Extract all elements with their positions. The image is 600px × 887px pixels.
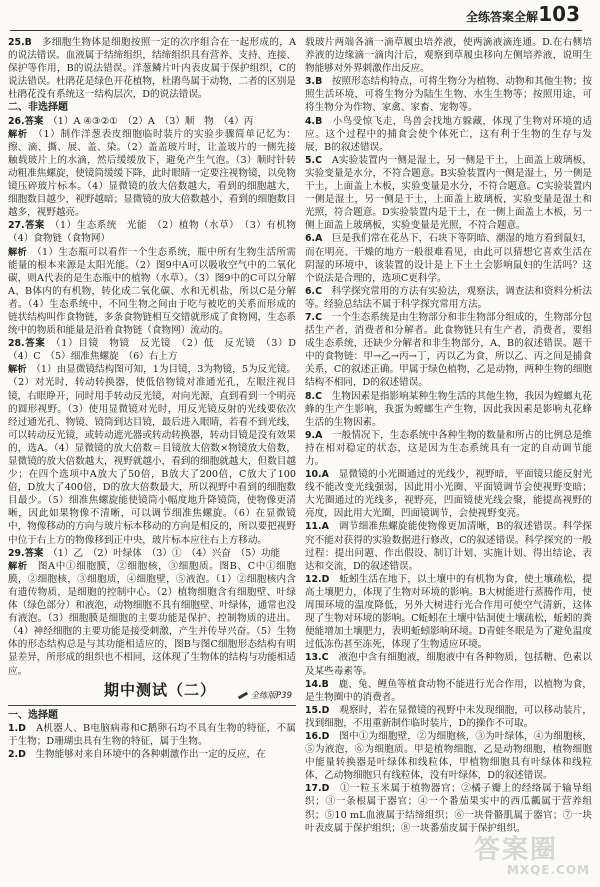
item-text: 显微镜的小光圈通过的光线少，视野暗，平面镜只能反射光线不能改变光线强弱，因此用小光圈、平面镜调节会使视野变暗；大光圈通过的光线多，视野亮，凹面镜使光线会聚，能提高视野的亮度，因此用大光圈，凹面镜调节，会使视野变亮。	[305, 469, 593, 520]
continued-text: 载玻片两端各滴一滴草履虫培养液，使两滴液滴连通。D.在右侧培养液的边缘滴一滴肉汁后，观察到草履虫移向左侧培养液，说明生物能够对外界刺激作出反应。	[305, 37, 592, 75]
answer-item	[8, 748, 296, 761]
answer-item	[305, 75, 592, 114]
item-text: 蚯蚓生活在地下，以土壤中的有机物为食，使土壤疏松，提高土壤肥力，体现了生物对环境的影响。B大树能进行蒸腾作用，使周围环境的温度降低，另外大树进行光合作用可使空气清新，这体现了生物对环境的影响。C蚯蚓在土壤中钻洞使土壤疏松，蚯蚓的粪便能增加土壤肥力，表明蚯蚓影响环境。D青蛙冬眠是为了避免温度过低冻伤甚至冻死，体现了生物适应环境。	[305, 573, 592, 651]
page-number: 103	[538, 2, 580, 26]
item-number: 1.D	[8, 722, 26, 734]
pencil-icon	[237, 691, 247, 699]
answer-item	[305, 730, 592, 782]
item-text: 一般情况下，生态系统中各种生物的数量和所占的比例总是维持在相对稳定的状态，这是因为生态系统具有一定的自动调节能力。	[305, 429, 593, 467]
book-title: 全练答案全解	[465, 10, 538, 24]
item-text: 一个生态系统是由生物部分和非生物部分组成的，生物部分包括生产者，消费者和分解者。此食物链只有生产者，消费者，要组成生态系统，还缺少分解者和非生物部分，A、B的叙述错误。题干中的食物链：甲→乙→丙→丁，丙以乙为食，所以乙、丙之间是捕食关系，C的叙述正确。甲属于绿色植物，乙是动物，两种生物的细胞结构不相同，D的叙述错误。	[305, 311, 593, 389]
answer-item	[8, 219, 306, 245]
item-number: 16.D	[305, 730, 330, 742]
item-number: 7.C	[305, 311, 322, 323]
explanation	[8, 363, 296, 546]
item-number: 3.B	[305, 76, 323, 88]
item-number: 13.C	[305, 652, 329, 664]
item-text: ①一粒玉米属于植物器官；②橘子瓣上的经络属于输导组织；③一条根属于器官；④一个番茄果实中的西瓜瓤属于营养组织；⑤10 mL血液属于结缔组织；⑥一块骨骼肌属于器官；⑦一块叶表皮属于保护组织；⑧一块番茄皮属于保护组织。	[305, 783, 593, 834]
answer-item	[305, 520, 592, 572]
watermark-title: 答案圈	[474, 835, 559, 865]
item-text: 多细胞生物体是细胞按照一定的次序组合在一起形成的，A的说法错误。血液属于结缔组织，结缔组织具有营养、支持、连接、保护等作用，B的说法错误。洋葱鳞片叶内表皮属于保护组织，C的说法错误。杜鹃花是绿色开花植物，杜鹃鸟属于动物，二者的区别是杜鹃花没有系统这一结构层次，D的说法错误。	[8, 37, 297, 101]
item-number: 28.答案	[8, 338, 46, 350]
item-number: 25.B	[8, 37, 32, 48]
item-number: 6.C	[305, 285, 322, 297]
answer-item	[305, 704, 592, 730]
item-text: 小鸟受惊飞走，鸟兽会找地方躲藏，体现了生物对环境的适应。这个过程中的捕食会使个体死亡，这有利于生物的生存与发展，B的叙述错误。	[305, 115, 593, 153]
item-number: 29.答案	[8, 547, 44, 559]
answer-item	[305, 678, 592, 704]
right-column	[305, 36, 592, 882]
answer-item	[8, 337, 306, 363]
item-text: 鹿、兔、鲤鱼等植食动物不能进行光合作用，以植物为食，是生物圈中的消费者。	[305, 678, 593, 703]
section-heading: 二、非选择题	[8, 102, 68, 114]
answer-item	[8, 115, 296, 128]
explanation-text: 图A中①细胞膜，②细胞核，③细胞质。图B、C中①细胞膜，②细胞核，③细胞质，④细胞壁，⑤液泡。（1）②细胞核内含有遗传物质，是细胞的控制中心。（2）植物细胞含有细胞壁、叶绿体（绿色部分）和液泡，动物细胞不具有细胞壁、叶绿体，通常也没有液泡。（3）细胞膜是细胞的主要功能是保护、控制物质的进出。（4）神经细胞的主要功能是接受刺激，产生并传导兴奋。（5）生物体的形态结构总是与其功能相适应的，图B与图C细胞形态结构有明显差异，所形成的组织也不相同，这体现了生物体的结构与功能相适应。	[8, 560, 297, 677]
item-number: 11.A	[305, 521, 329, 533]
item-number: 4.B	[305, 115, 323, 127]
item-text: 生物因素是指影响某种生物生活的其他生物，我因为螳螂丸花蜂的生产生影响，我蛋为螳螂生产生物，因此我因素是影响丸花蜂生活的生物因素。	[305, 390, 593, 428]
answer-item	[305, 573, 592, 652]
explanation	[8, 560, 296, 678]
page-header	[0, 0, 600, 30]
explanation-label: 解析	[8, 364, 27, 376]
explanation	[8, 128, 296, 220]
item-text: 生物能够对来自环境中的各种刺激作出一定的反应，在	[35, 748, 266, 760]
item-number: 12.D	[305, 573, 330, 585]
header-divider	[10, 30, 582, 31]
explanation-label: 解析	[8, 560, 28, 572]
item-number: 15.D	[305, 704, 330, 716]
item-text: 调节细准焦螺旋能使物像更加清晰，B的叙述错误。科学探究不能对获得的实验数据进行修改，C的叙述错误。科学探究的一般过程：提出问题、作出假设、制订计划、实施计划、得出结论、表达和交流，D的叙述错误。	[305, 521, 592, 572]
item-number: 14.B	[305, 678, 329, 690]
answer-item	[305, 311, 592, 390]
explanation-text: （1）生态瓶可以看作一个生态系统，瓶中所有生物生活所需能量的根本来源是太阳光能。（2）图9中A可以吸收空气中的二氧化碳，则A代表的是生态瓶中的植物（水草）。（3）图9中的C可以分解A、B体内的有机物，转化成二氧化碳、水和无机盐，所以C是分解者。（4）生态系统中，不同生物之间由于吃与被吃的关系而形成的链状结构叫作食物链，多条食物链相互交错就形成了食物网，生态系统中的物质和能量是沿着食物链（食物网）流动的。	[8, 246, 296, 337]
answer-item	[305, 390, 592, 429]
item-number: 10.A	[305, 469, 329, 481]
answer-item	[305, 115, 592, 154]
answer-item	[8, 547, 296, 560]
item-text: A实验装置内一侧是湿土，另一侧是干土，上面盖上玻璃板，实验变量是水分，不符合题意。B实验装置内一侧是湿土，另一侧是干土，上面盖上木板，实验变量是水分，不符合题意。C实验装置内一侧是湿土，另一侧是干土，上面盖上玻璃板，实验变量是湿土和光照，符合题意。D实验装置内是干土，在一侧上面盖上木板，另一侧上面盖上玻璃板，实验变量是光照，不符合题意。	[305, 154, 592, 232]
item-number: 27.答案	[8, 220, 45, 232]
answer-item	[8, 36, 296, 101]
item-number: 9.A	[305, 429, 323, 441]
explanation-text: （1）由显微镜结构图可知，1为目镜，3为物镜，5为反光镜。（2）对光时，转动转换器，使低倍物镜对准通光孔，左眼注视目镜，右眼睁开，同时用手转动反光镜，对向光源，直到看到一个明亮的圆形视野。（3）使用显微镜对光时，用反光镜反射的光线要依次经过通光孔、物镜、镜筒到达目镜，最后进入眼睛，若看不到光线，可以转动反光镜，或转动遮光器或转动转换器，转动目镜是没有效果的，选A。（4）显微镜的放大倍数＝目镜放大倍数×物镜放大倍数，显微镜的放大倍数越大，视野就越小，看到的细胞就越大，但数目越少；在四个选项中A放大了50倍，B放大了200倍，C放大了100倍，D放大了400倍，D的放大倍数最大，所以视野中看到的细胞数目最少。（5）细准焦螺旋能使镜筒小幅度地升降镜筒，使物像更清晰，因此如果物像不清晰，可以调节细准焦螺旋。（6）在显微镜中，物像移动的方向与玻片标本移动的方向是相反的，所以要把视野中位于右上方的物像移到正中央，玻片标本应往右上方移动。	[8, 364, 297, 546]
answer-item	[305, 468, 592, 520]
answer-item	[305, 154, 592, 233]
answer-item	[305, 285, 592, 311]
item-number: 2.D	[8, 748, 26, 760]
left-column	[8, 36, 306, 882]
item-number: 5.C	[305, 154, 322, 166]
explanation	[8, 246, 296, 338]
item-text: 观察时，若在显微镜的视野中未发现细胞，可以移动装片，找到细胞，不用重新制作临时装片，D的操作不可取。	[305, 704, 592, 729]
site-watermark	[474, 837, 594, 881]
answer-item	[8, 722, 296, 748]
item-number: 17.D	[305, 783, 330, 795]
watermark-url: MXQE.COM	[506, 863, 590, 877]
section-heading: 一、选择题	[8, 709, 58, 721]
item-text: A机器人、B电脑病毒和C鹅卵石均不具有生物的特征，不属于生物；D珊瑚虫具有生物的特征，属于生物。	[8, 722, 296, 747]
item-text: 按照形态结构特点，可将生物分为植物、动物和其他生物；按照生活环境，可将生物分为陆生生物、水生生物等；按照用途，可将生物分为作物、家禽、家畜、宠物等。	[305, 76, 593, 114]
item-text: 巨是我们常在花丛下，石块下等阴暗、潮湿的地方看到鼠妇，而在明亮、干燥的地方一般很难看见，由此可以猜想它喜欢生活在阴湿的环境中，该装置的设计是上下土土会影响鼠妇的生活吗？这个说法是合理的，选项C更科学。	[305, 233, 593, 284]
answer-item	[305, 782, 592, 834]
page-reference-text: 全练版P39	[250, 690, 292, 701]
item-text: 图中①为细胞壁，②为细胞核，③为叶绿体，④为细胞核，⑤为液泡，⑥为细胞质。甲是植物细胞，乙是动物细胞，植物细胞中能量转换器是叶绿体和线粒体，甲植物细胞具有叶绿体和线粒体，乙动物细胞只有线粒体，没有叶绿体，D的叙述错误。	[305, 730, 592, 782]
item-answer: （1）生态系统 光能 （2）植物（水草） （3）有机物 （4）食物链（食物网）	[8, 220, 306, 245]
answer-item	[305, 429, 592, 468]
item-number: 6.A	[305, 233, 323, 245]
midterm-title: 期中测试（二）	[104, 680, 217, 699]
explanation-text: （1）制作洋葱表皮细胞临时装片的实验步骤简单记忆为：擦、滴、撕、展、盖、染。（2）盖盖玻片时，让盖玻片的一侧先接触载玻片上的水滴，然后缓缓放下，避免产生气泡。（3）顺时针转动粗准焦螺旋，使镜筒缓缓下降，此时眼睛一定要注视物镜，以免物镜压碎玻片标本。（4）显微镜的放大倍数越大，看到的细胞越大，细胞数目越少，视野越暗；显微镜的放大倍数越小，看到的细胞数目越多，视野越亮。	[8, 128, 297, 219]
item-text: 科学探究常用的方法有实验法，观察法，调查法和资料分析法等。经验总结法不属于科学探究常用方法。	[305, 285, 593, 310]
midterm-divider	[8, 705, 296, 706]
item-number: 26.答案	[8, 115, 44, 127]
item-answer: （1）A ④③②① （2）A （3）顺 物 （4）丙	[52, 115, 254, 127]
item-answer: （1）目镜 物镜 反光镜 （2）低 反光镜 （3）D （4）C （5）细准焦螺旋 （6）右上方	[8, 338, 306, 363]
item-text: 液泡中含有细胞液，细胞液中有各种物质，包括糖、色素以及某些毒素等。	[305, 652, 593, 677]
midterm-heading	[8, 682, 296, 706]
page-reference	[238, 690, 292, 703]
answer-item	[305, 232, 592, 284]
explanation-label: 解析	[8, 246, 28, 258]
answer-item	[305, 651, 592, 677]
item-answer: （1）乙 （2）叶绿体 （3）① （4）兴奋 （5）功能	[52, 547, 281, 559]
explanation-label: 解析	[8, 128, 28, 140]
item-number: 8.C	[305, 390, 322, 402]
